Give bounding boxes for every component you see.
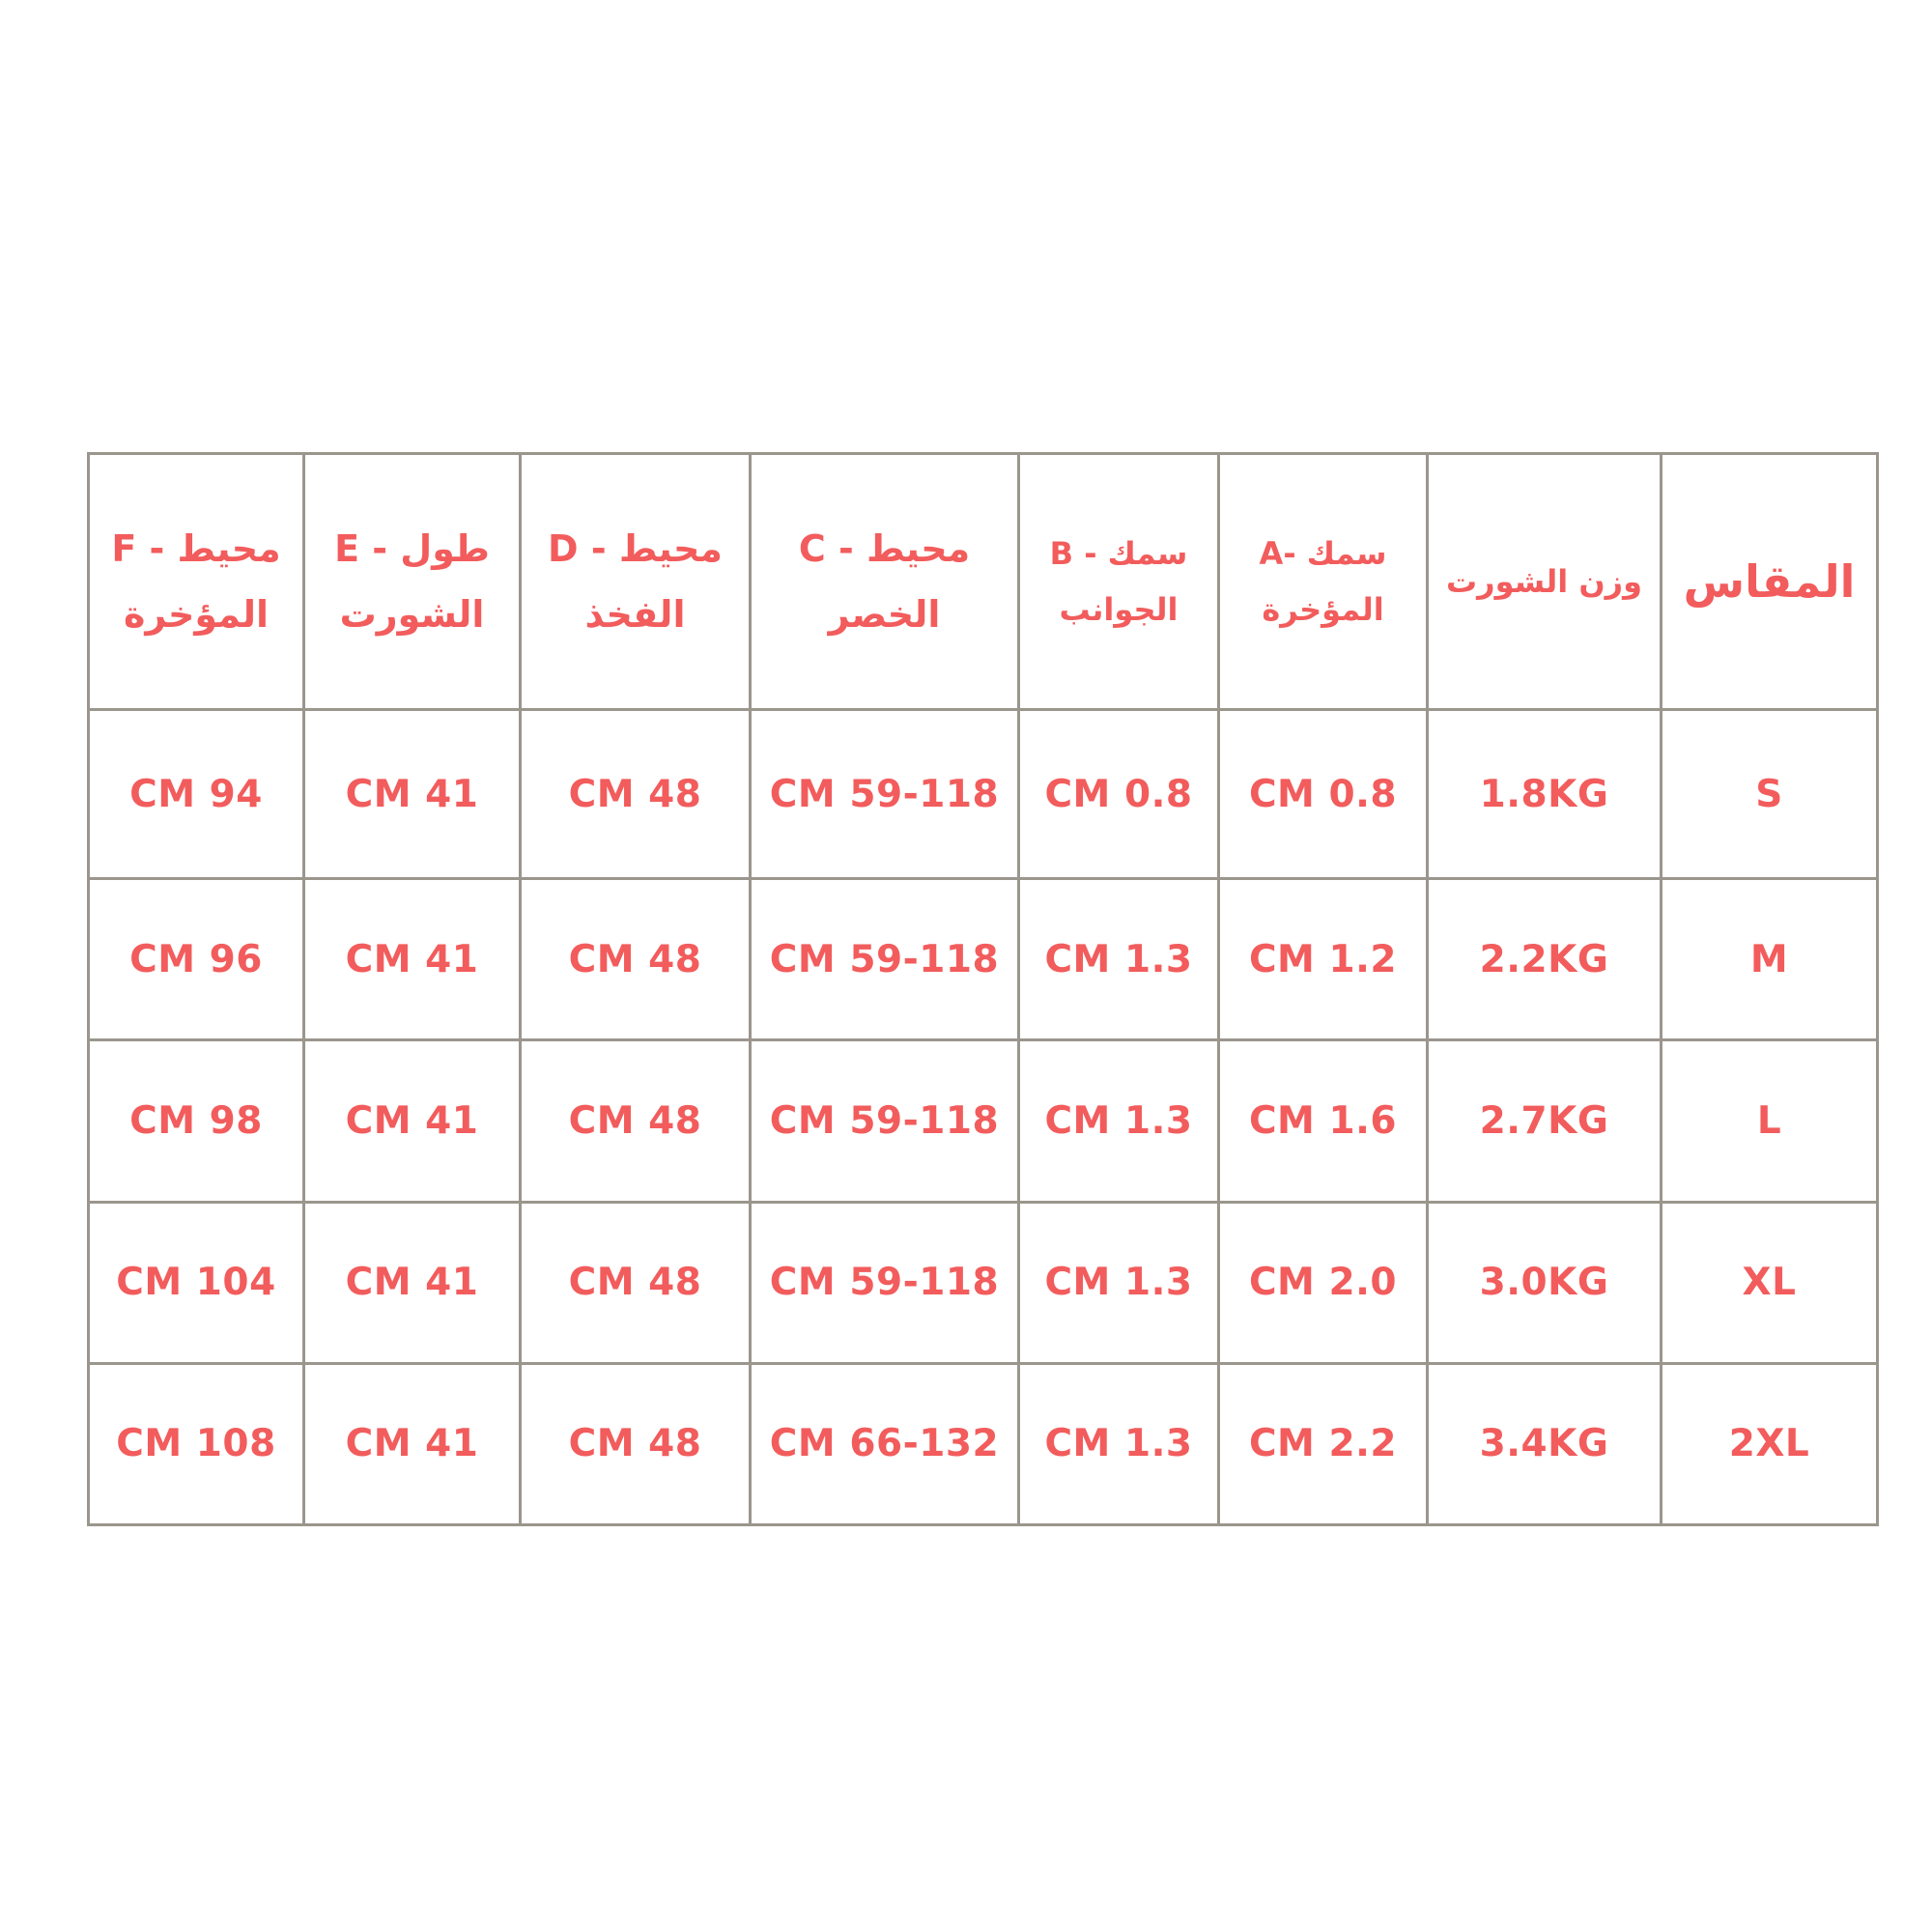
cell-e-length: 41 CM: [304, 1040, 521, 1202]
cell-c-waist: 66-132 CM: [751, 1363, 1019, 1524]
cell-c-waist: 59-118 CM: [751, 1040, 1019, 1202]
table-row: [89, 1202, 1878, 1363]
cell-b-side-thickness: 1.3 CM: [1019, 1040, 1219, 1202]
header-weight: [1428, 454, 1662, 710]
cell-c-waist: 59-118 CM: [751, 879, 1019, 1040]
table-body: [89, 710, 1878, 1525]
cell-e-length: 41 CM: [304, 1363, 521, 1524]
cell-e-length: 41 CM: [304, 710, 521, 879]
header-e-line-1: طول - E: [334, 527, 490, 570]
cell-size: 2XL: [1662, 1363, 1878, 1524]
cell-f-hip: 98 CM: [89, 1040, 304, 1202]
cell-a-butt-thickness: 2.2 CM: [1219, 1363, 1428, 1524]
header-f-line-1: محيط - F: [111, 527, 281, 570]
cell-a-butt-thickness: 1.2 CM: [1219, 879, 1428, 1040]
cell-weight: 3.0KG: [1428, 1202, 1662, 1363]
cell-b-side-thickness: 1.3 CM: [1019, 1202, 1219, 1363]
cell-weight: 2.7KG: [1428, 1040, 1662, 1202]
cell-size: XL: [1662, 1202, 1878, 1363]
header-weight-line: وزن الشورت: [1446, 563, 1642, 600]
cell-size: S: [1662, 710, 1878, 879]
cell-b-side-thickness: 0.8 CM: [1019, 710, 1219, 879]
table-row: [89, 879, 1878, 1040]
cell-f-hip: 104 CM: [89, 1202, 304, 1363]
cell-d-thigh: 48 CM: [521, 879, 751, 1040]
cell-size: M: [1662, 879, 1878, 1040]
cell-b-side-thickness: 1.3 CM: [1019, 1363, 1219, 1524]
header-b-side-thickness: [1019, 454, 1219, 710]
header-b-line-1: سمك - B: [1049, 535, 1188, 572]
cell-size: L: [1662, 1040, 1878, 1202]
cell-f-hip: 108 CM: [89, 1363, 304, 1524]
cell-weight: 2.2KG: [1428, 879, 1662, 1040]
table-row: [89, 1363, 1878, 1524]
header-c-line-2: الخصر: [828, 593, 941, 636]
cell-weight: 1.8KG: [1428, 710, 1662, 879]
cell-a-butt-thickness: 1.6 CM: [1219, 1040, 1428, 1202]
cell-b-side-thickness: 1.3 CM: [1019, 879, 1219, 1040]
cell-d-thigh: 48 CM: [521, 1363, 751, 1524]
cell-d-thigh: 48 CM: [521, 1040, 751, 1202]
header-row: [89, 454, 1878, 710]
header-a-butt-thickness: [1219, 454, 1428, 710]
cell-c-waist: 59-118 CM: [751, 1202, 1019, 1363]
cell-f-hip: 96 CM: [89, 879, 304, 1040]
cell-a-butt-thickness: 2.0 CM: [1219, 1202, 1428, 1363]
cell-e-length: 41 CM: [304, 879, 521, 1040]
header-c-waist: [751, 454, 1019, 710]
cell-e-length: 41 CM: [304, 1202, 521, 1363]
cell-d-thigh: 48 CM: [521, 1202, 751, 1363]
header-b-line-2: الجوانب: [1059, 591, 1179, 628]
cell-a-butt-thickness: 0.8 CM: [1219, 710, 1428, 879]
header-f-hip: [89, 454, 304, 710]
header-a-line-1: سمك -A: [1259, 535, 1387, 572]
header-c-line-1: محيط - C: [798, 527, 971, 570]
header-d-line-1: محيط - D: [548, 527, 723, 570]
cell-weight: 3.4KG: [1428, 1363, 1662, 1524]
header-d-line-2: الفخذ: [584, 593, 686, 636]
size-chart-table: [87, 452, 1879, 1526]
table-row: [89, 1040, 1878, 1202]
header-d-thigh: [521, 454, 751, 710]
table-row: [89, 710, 1878, 879]
cell-f-hip: 94 CM: [89, 710, 304, 879]
header-e-length: [304, 454, 521, 710]
header-size-line: المقاس: [1683, 555, 1856, 608]
cell-d-thigh: 48 CM: [521, 710, 751, 879]
header-size: [1662, 454, 1878, 710]
header-f-line-2: المؤخرة: [123, 593, 270, 636]
header-a-line-2: المؤخرة: [1262, 591, 1384, 628]
header-e-line-2: الشورت: [339, 593, 485, 636]
cell-c-waist: 59-118 CM: [751, 710, 1019, 879]
